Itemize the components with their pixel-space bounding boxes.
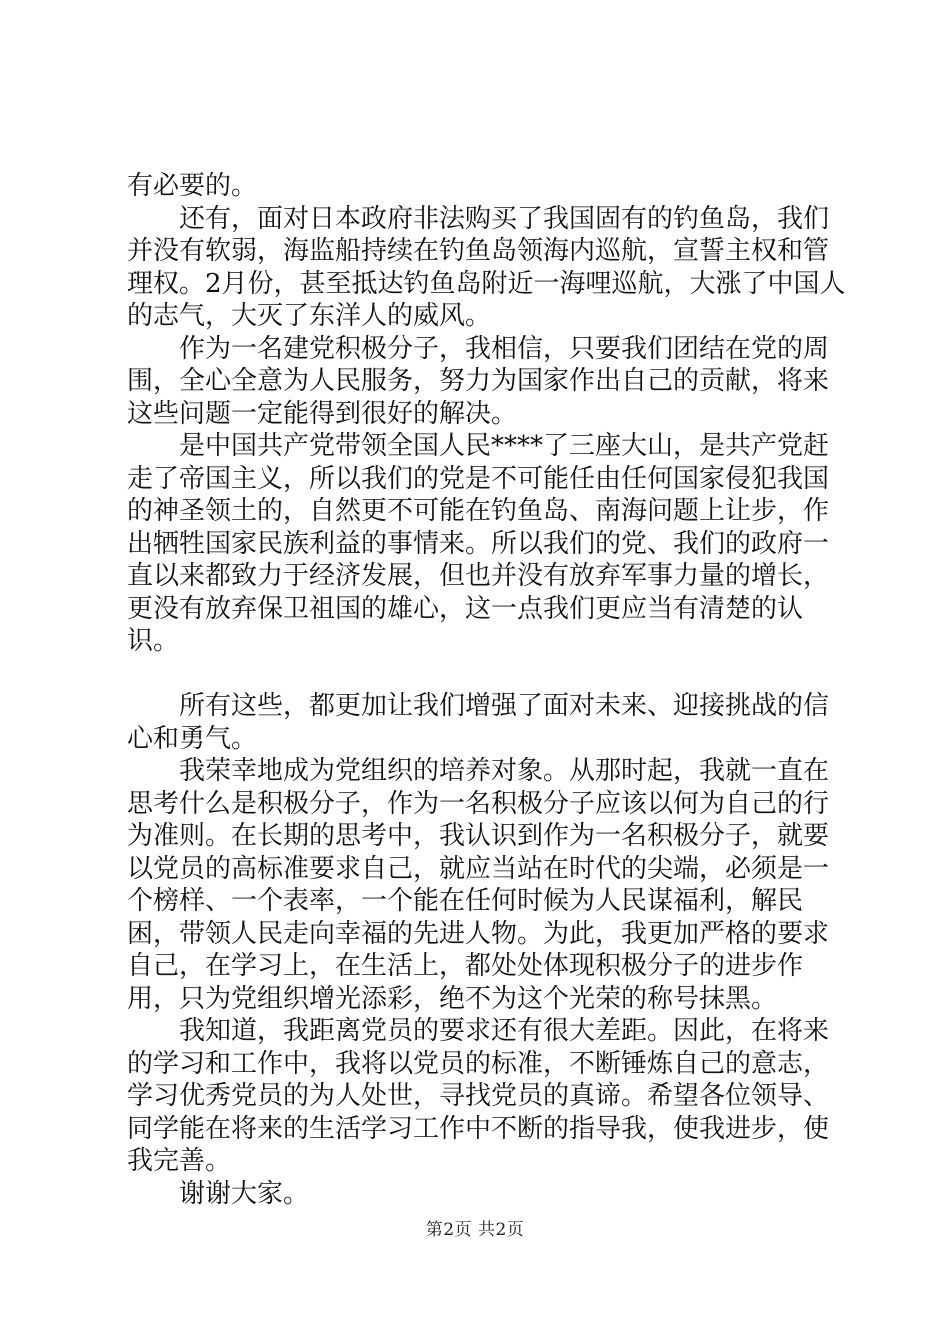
paragraph-diaoyu-patrol: 还有，面对日本政府非法购买了我国固有的钓鱼岛，我们并没有软弱，海监船持续在钓鱼岛领海内巡航，宣誓主权和管理权。2月份，甚至抵达钓鱼岛附近一海哩巡航，大涨了中国人的志气，大灭了东洋人的威风。 (127, 203, 846, 331)
paragraph-training-target: 我荣幸地成为党组织的培养对象。从那时起，我就一直在思考什么是积极分子，作为一名积极分子应该以何为自己的行为准则。在长期的思考中，我认识到作为一名积极分子，就要以党员的高标准要求自己，就应当站在时代的尖端，必须是一个榜样、一个表率，一个能在任何时候为人民谋福利，解民困，带领人民走向幸福的先进人物。为此，我更加严格的要求自己，在学习上，在生活上，都处处体现积极分子的进步作用，只为党组织增光添彩，绝不为这个光荣的称号抹黑。 (127, 756, 830, 1014)
paragraph-party-history: 是中国共产党带领全国人民****了三座大山，是共产党赶走了帝国主义，所以我们的党是不可能任由任何国家侵犯我国的神圣领土的，自然更不可能在钓鱼岛、南海问题上让步，作出牺牲国家民族利益的事情来。所以我们的党、我们的政府一直以来都致力于经济发展，但也并没有放弃军事力量的增长，更没有放弃保卫祖国的雄心，这一点我们更应当有清楚的认识。 (127, 431, 830, 656)
paragraph-confidence: 所有这些，都更加让我们增强了面对未来、迎接挑战的信心和勇气。 (127, 691, 830, 754)
document-body (127, 170, 847, 1210)
paragraph-continuation: 有必要的。 (127, 171, 258, 201)
paragraph-activist-belief: 作为一名建党积极分子，我相信，只要我们团结在党的周围，全心全意为人民服务，努力为国家作出自己的贡献，将来这些问题一定能得到很好的解决。 (127, 333, 830, 429)
paragraph-thanks: 谢谢大家。 (179, 1178, 310, 1209)
paragraph-self-improvement: 我知道，我距离党员的要求还有很大差距。因此，在将来的学习和工作中，我将以党员的标准，不断锤炼自己的意志，学习优秀党员的为人处世，寻找党员的真谛。希望各位领导、同学能在将来的生活学习工作中不断的指导我，使我进步，使我完善。 (127, 1016, 830, 1176)
page-footer: 第2页 共2页 (425, 1220, 525, 1240)
paragraph-spacer (127, 658, 847, 691)
